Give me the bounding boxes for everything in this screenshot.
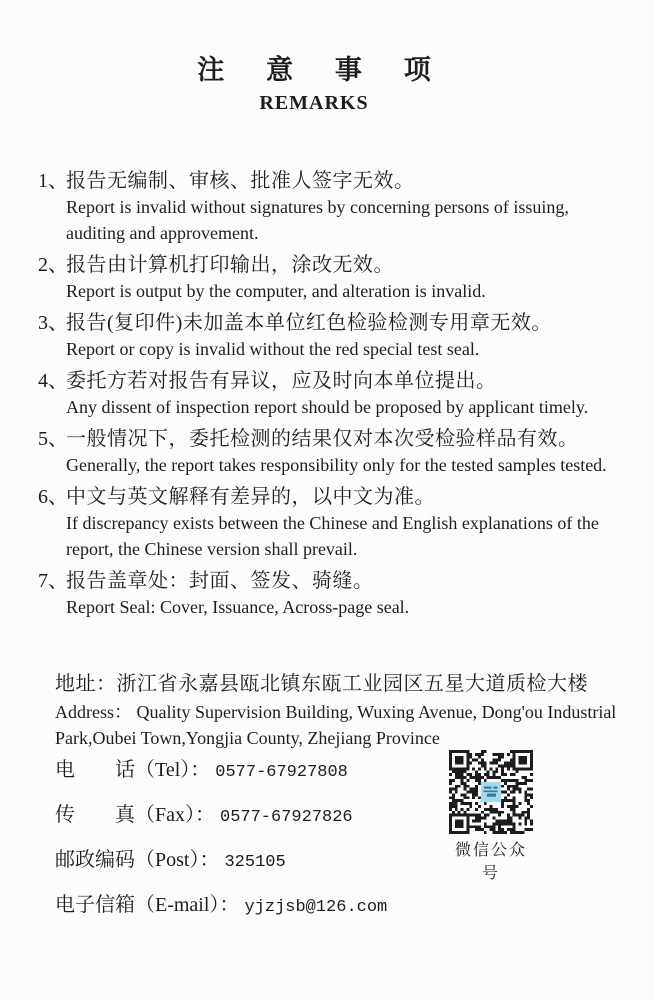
contact-row-email bbox=[55, 892, 445, 921]
item-number: 6、 bbox=[38, 486, 68, 508]
item-number: 4、 bbox=[38, 370, 68, 392]
item-text-english: report, the Chinese version shall prevail. bbox=[66, 539, 358, 559]
wechat-qr-block bbox=[448, 750, 534, 883]
address-chinese: 地址：浙江省永嘉县瓯北镇东瓯工业园区五星大道质检大楼 bbox=[55, 673, 588, 695]
fax-value: 0577-67927826 bbox=[220, 808, 353, 827]
item-text-english: Any dissent of inspection report should be proposed by applicant timely. bbox=[66, 397, 589, 417]
item-body bbox=[66, 568, 636, 620]
item-number: 7、 bbox=[38, 570, 68, 592]
item-body bbox=[66, 368, 636, 420]
remark-item-5 bbox=[38, 426, 636, 478]
remark-item-2 bbox=[38, 252, 636, 304]
item-text-chinese: 一般情况下，委托检测的结果仅对本次受检验样品有效。 bbox=[66, 428, 579, 450]
contact-row-fax bbox=[55, 802, 445, 831]
wechat-qr-code bbox=[449, 750, 533, 834]
page-title-english: REMARKS bbox=[259, 92, 369, 114]
item-text-chinese: 报告无编制、审核、批准人签字无效。 bbox=[66, 170, 415, 192]
item-text-english: Report or copy is invalid without the red special test seal. bbox=[66, 339, 480, 359]
contact-block bbox=[55, 757, 445, 937]
email-label: 电子信箱（E-mail）： bbox=[55, 894, 240, 916]
item-number: 5、 bbox=[38, 428, 68, 450]
wechat-qr-caption: 微信公众号 bbox=[454, 842, 527, 882]
item-text-english: Report Seal: Cover, Issuance, Across-page seal. bbox=[66, 597, 410, 617]
post-label: 邮政编码（Post）： bbox=[55, 849, 220, 871]
item-number: 3、 bbox=[38, 312, 68, 334]
item-text-chinese: 报告(复印件)未加盖本单位红色检验检测专用章无效。 bbox=[66, 312, 552, 334]
post-value: 325105 bbox=[224, 853, 286, 872]
item-body bbox=[66, 252, 636, 304]
tel-label: 电 话（Tel）： bbox=[55, 759, 211, 781]
item-text-english: If discrepancy exists between the Chinese and English explanations of the bbox=[66, 513, 599, 533]
item-body bbox=[66, 484, 636, 562]
remark-item-3 bbox=[38, 310, 636, 362]
address-block bbox=[55, 670, 632, 751]
item-text-english: Generally, the report takes responsibility only for the tested samples tested. bbox=[66, 455, 607, 475]
address-english: Address： Quality Supervision Building, Wuxing Avenue, Dong'ou Industrial bbox=[55, 702, 617, 722]
item-body bbox=[66, 426, 636, 478]
page-title-chinese: 注意事项 bbox=[197, 55, 473, 85]
item-text-english: auditing and approvement. bbox=[66, 223, 259, 243]
item-number: 1、 bbox=[38, 170, 68, 192]
item-number: 2、 bbox=[38, 254, 68, 276]
item-body bbox=[66, 310, 636, 362]
item-text-chinese: 中文与英文解释有差异的，以中文为准。 bbox=[66, 486, 435, 508]
item-text-english: Report is output by the computer, and alteration is invalid. bbox=[66, 281, 486, 301]
contact-row-tel bbox=[55, 757, 445, 786]
address-english: Park,Oubei Town,Yongjia County, Zhejiang Province bbox=[55, 728, 440, 748]
item-body bbox=[66, 168, 636, 246]
remark-item-7 bbox=[38, 568, 636, 620]
remark-item-4 bbox=[38, 368, 636, 420]
remark-item-1 bbox=[38, 168, 636, 246]
contact-row-post bbox=[55, 847, 445, 876]
remarks-list bbox=[38, 168, 636, 626]
remark-item-6 bbox=[38, 484, 636, 562]
tel-value: 0577-67927808 bbox=[215, 763, 348, 782]
item-text-chinese: 报告盖章处：封面、签发、骑缝。 bbox=[66, 570, 374, 592]
email-value: yjzjsb@126.com bbox=[244, 898, 388, 917]
item-text-chinese: 报告由计算机打印输出，涂改无效。 bbox=[66, 254, 394, 276]
fax-label: 传 真（Fax）： bbox=[55, 804, 215, 826]
item-text-chinese: 委托方若对报告有异议，应及时向本单位提出。 bbox=[66, 370, 497, 392]
item-text-english: Report is invalid without signatures by concerning persons of issuing, bbox=[66, 197, 569, 217]
